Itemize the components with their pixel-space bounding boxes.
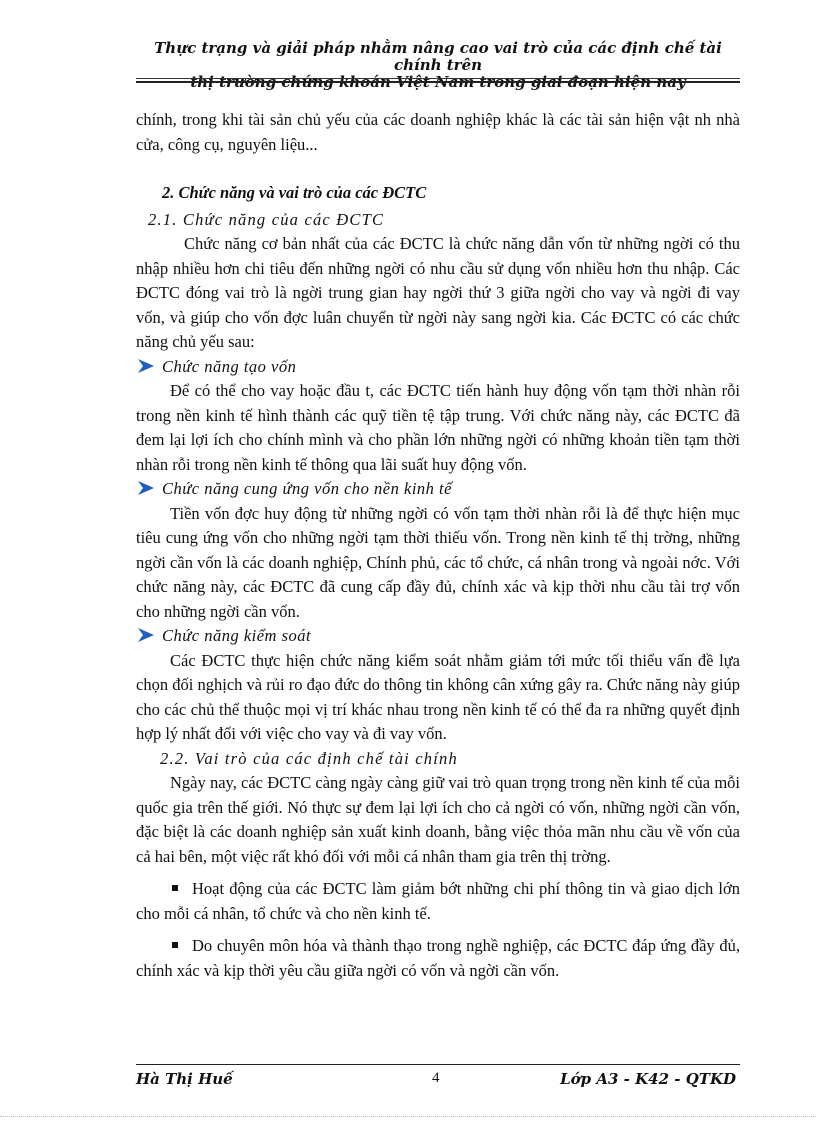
square-bullet-icon xyxy=(172,885,178,891)
intro-paragraph: chính, trong khi tài sản chủ yếu của các doanh nghiệp khác là các tài sản hiện vật nh nhà cửa, công cụ, nguyên liệu... xyxy=(136,110,740,154)
section-2-1-heading: 2.1. Chức năng của các ĐCTC xyxy=(148,209,385,229)
section-2-2-paragraph: Ngày nay, các ĐCTC càng ngày càng giữ vai trò quan trọng trong nền kinh tế của mỗi quốc gia trên thế giới. Nó thực sự đem lại lợi ích cho cả ngời có vốn, những ngời cần vốn, đặc biệt là các doanh nghiệp sản xuất kinh doanh, bằng việc thỏa mãn nhu cầu về vốn của cả hai bên, một việc rất khó đối với mỗi cá nhân tham gia trên thị trờng. xyxy=(136,773,740,866)
role-bullet-2 xyxy=(136,934,740,983)
function-2-paragraph: Tiền vốn đợc huy động từ những ngời có vốn tạm thời nhàn rỗi là để thực hiện mục tiêu cung ứng vốn cho những ngời tạm thời thiếu vốn. Trong nền kinh tế thị trờng, những ngời cần vốn là các doanh nghiệp, Chính phủ, các tổ chức, cá nhân trong và ngoài nớc. Với chức năng này, các ĐCTC đã cung cấp đầy đủ, chính xác và kịp thời nhu cầu tài trợ vốn cho những ngời cần vốn. xyxy=(136,503,740,621)
function-3-paragraph: Các ĐCTC thực hiện chức năng kiểm soát nhằm giảm tới mức tối thiểu vấn đề lựa chọn đối nghịch và rủi ro đạo đức do thông tin không cân xứng gây ra. Chức năng này giúp cho các chủ thể thuộc mọi vị trí khác nhau trong nền kinh tế có thể đa ra những quyết định hợp lý nhất đối với việc cho vay và đi vay vốn. xyxy=(136,650,740,743)
header-line-1: Thực trạng và giải pháp nhằm nâng cao vai trò của các định chế tài chính trên xyxy=(154,39,722,74)
footer-author: Hà Thị Huế xyxy=(136,1070,233,1088)
header-divider xyxy=(136,78,740,83)
running-header xyxy=(136,40,740,91)
page-edge xyxy=(0,1116,816,1117)
square-bullet-icon xyxy=(172,942,178,948)
arrow-bullet-icon xyxy=(138,359,154,373)
page-number: 4 xyxy=(432,1070,440,1086)
function-1-title: Chức năng tạo vốn xyxy=(162,356,297,376)
function-3-heading xyxy=(136,624,740,649)
function-1-paragraph: Để có thể cho vay hoặc đầu t, các ĐCTC tiến hành huy động vốn tạm thời nhàn rỗi trong nền kinh tế hình thành các quỹ tiền tệ tập trung. Với chức năng này, các ĐCTC đã đem lại lợi ích cho chính mình và cho phần lớn những ngời có những khoản tiền tạm thời nhàn rỗi trong nền kinh tế thông qua lãi suất huy động vốn. xyxy=(136,381,740,474)
arrow-bullet-icon xyxy=(138,481,154,495)
running-footer xyxy=(136,1070,740,1090)
page-body xyxy=(136,108,740,983)
role-bullet-1-text: Hoạt động của các ĐCTC làm giảm bớt những chi phí thông tin và giao dịch lớn cho mỗi cá nhân, tổ chức và cho nền kinh tế. xyxy=(136,879,740,923)
header-line-2: thị trường chứng khoán Việt Nam trong giai đoạn hiện nay xyxy=(190,73,686,91)
function-1-heading xyxy=(136,355,740,380)
role-bullet-1 xyxy=(136,877,740,926)
section-2-heading: 2. Chức năng và vai trò của các ĐCTC xyxy=(162,183,427,202)
section-2-1-paragraph: Chức năng cơ bản nhất của các ĐCTC là chức năng dẫn vốn từ những ngời có thu nhập nhiều hơn chi tiêu đến những ngời có nhu cầu sử dụng vốn nhiều hơn thu nhập. Các ĐCTC đóng vai trò là ngời trung gian hay ngời thứ 3 giữa ngời cho vay và ngời đi vay vốn, và giúp cho vốn đợc luân chuyển từ ngời này sang ngời kia. Các ĐCTC có các chức năng chủ yếu sau: xyxy=(136,234,740,351)
section-2-2-heading: 2.2. Vai trò của các định chế tài chính xyxy=(160,748,458,768)
role-bullet-2-text: Do chuyên môn hóa và thành thạo trong nghề nghiệp, các ĐCTC đáp ứng đầy đủ, chính xác và kịp thời yêu cầu giữa ngời có vốn và ngời cần vốn. xyxy=(136,936,740,980)
function-3-title: Chức năng kiểm soát xyxy=(162,626,312,645)
footer-divider xyxy=(136,1064,740,1065)
function-2-title: Chức năng cung ứng vốn cho nền kinh tế xyxy=(162,479,452,498)
function-2-heading xyxy=(136,477,740,502)
footer-class: Lớp A3 - K42 - QTKD xyxy=(560,1070,736,1088)
arrow-bullet-icon xyxy=(138,628,154,642)
